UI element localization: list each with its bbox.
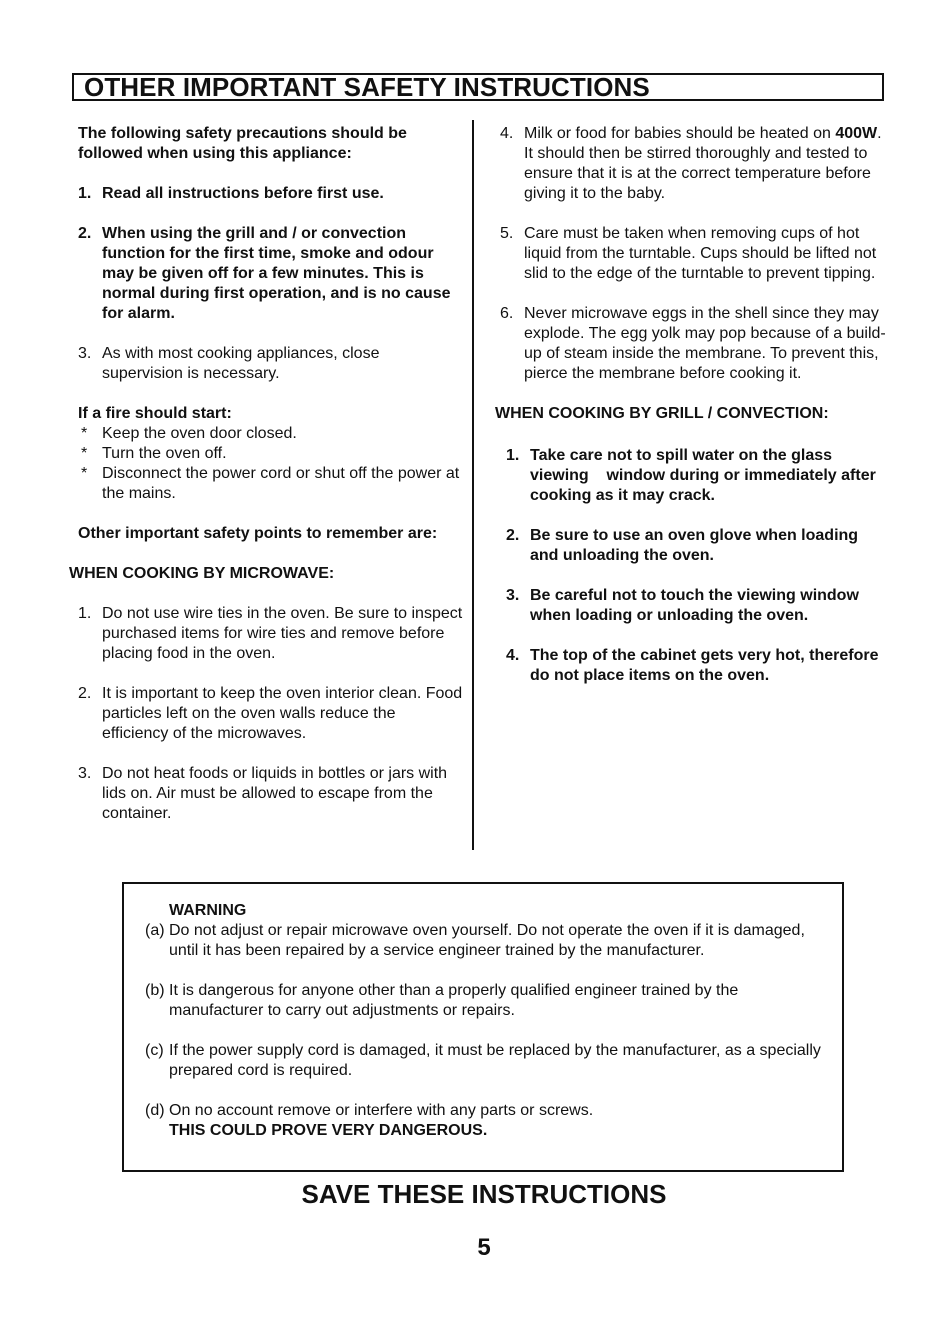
warning-item [145, 981, 835, 1021]
list-item [78, 224, 463, 324]
danger-emphasis: THIS COULD PROVE VERY DANGEROUS. [169, 1122, 488, 1139]
microwave-heading: WHEN COOKING BY MICROWAVE: [69, 565, 335, 582]
item-number: 1. [78, 605, 92, 622]
item-text: Read all instructions before first use. [102, 185, 384, 202]
item-text: Do not heat foods or liquids in bottles or jars with lids on. Air must be allowed to escape from the container. [102, 765, 448, 822]
item-number: 2. [78, 225, 92, 242]
item-number: 1. [506, 447, 520, 464]
item-number: 6. [500, 305, 514, 322]
item-text: . It should then be stirred thoroughly and tested to ensure that it is at the correct temperature before giving it to the baby. [524, 125, 882, 202]
item-text: The top of the cabinet gets very hot, therefore do not place items on the oven. [530, 647, 879, 684]
list-item [500, 224, 890, 284]
item-text: Be sure to use an oven glove when loading and unloading the oven. [530, 527, 859, 564]
warning-heading: WARNING [169, 902, 247, 919]
bullet-text: Keep the oven door closed. [102, 425, 297, 442]
item-text: Be careful not to touch the viewing window when loading or unloading the oven. [530, 587, 859, 624]
item-text: Do not adjust or repair microwave oven yourself. Do not operate the oven if it is damaged, until it has been repaired by a service engineer trained by the manufacturer. [169, 922, 805, 959]
item-text: If the power supply cord is damaged, it must be replaced by the manufacturer, as a specially prepared cord is required. [169, 1042, 821, 1079]
save-instructions-title: SAVE THESE INSTRUCTIONS [301, 1179, 667, 1209]
item-number: 4. [506, 647, 520, 664]
item-text: Milk or food for babies should be heated on [524, 125, 836, 142]
item-number: 3. [78, 765, 92, 782]
list-item [500, 304, 890, 384]
bullet-text: Disconnect the power cord or shut off the power at the mains. [102, 465, 460, 502]
item-number: (c) [145, 1042, 164, 1059]
fire-heading: If a fire should start: [78, 405, 232, 422]
list-item [78, 764, 463, 824]
item-number: 3. [506, 587, 520, 604]
warning-content [145, 901, 835, 1161]
bullet-mark: * [81, 465, 88, 482]
power-level: 400W [835, 125, 878, 142]
bullet-mark: * [81, 425, 88, 442]
left-column [69, 124, 463, 844]
list-item [78, 344, 463, 384]
bullet-item [78, 424, 463, 444]
item-text: It is dangerous for anyone other than a properly qualified engineer trained by the manufacturer to carry out adjustments or repairs. [169, 982, 739, 1019]
list-item [500, 124, 890, 204]
item-text: Care must be taken when removing cups of hot liquid from the turntable. Cups should be lifted not slid to the edge of the turntable to prevent tipping. [524, 225, 877, 282]
bullet-item [78, 464, 463, 504]
bullet-text: Turn the oven off. [102, 445, 227, 462]
right-column [495, 124, 890, 706]
list-item [78, 684, 463, 744]
item-number: (b) [145, 982, 165, 999]
item-number: 5. [500, 225, 514, 242]
list-item [78, 184, 463, 204]
item-text: On no account remove or interfere with any parts or screws. [169, 1102, 594, 1119]
bullet-item [78, 444, 463, 464]
list-item [506, 586, 890, 626]
item-number: 2. [506, 527, 520, 544]
other-points-heading: Other important safety points to remember are: [78, 525, 438, 542]
item-text: Never microwave eggs in the shell since they may explode. The egg yolk may pop because of a build-up of steam inside the membrane. To prevent this, pierce the membrane before cooking it. [524, 305, 886, 382]
list-item [78, 604, 463, 664]
bullet-mark: * [81, 445, 88, 462]
warning-item [145, 921, 835, 961]
item-text: Do not use wire ties in the oven. Be sure to inspect purchased items for wire ties and remove before placing food in the oven. [102, 605, 463, 662]
grill-heading: WHEN COOKING BY GRILL / CONVECTION: [495, 405, 829, 422]
item-number: 4. [500, 125, 514, 142]
item-text: Take care not to spill water on the glass viewing window during or immediately after cooking as it may crack. [530, 447, 881, 504]
list-item [506, 526, 890, 566]
item-number: 2. [78, 685, 92, 702]
page-number: 5 [477, 1234, 491, 1261]
list-item [506, 446, 890, 506]
item-text: When using the grill and / or convection function for the first time, smoke and odour may be given off for a few minutes. This is normal during first operation, and is no cause for alarm. [102, 225, 451, 322]
intro-text: The following safety precautions should be followed when using this appliance: [78, 125, 407, 162]
item-text: It is important to keep the oven interior clean. Food particles left on the oven walls reduce the efficiency of the microwaves. [102, 685, 463, 742]
page-title: OTHER IMPORTANT SAFETY INSTRUCTIONS [84, 72, 650, 102]
warning-item [145, 1041, 835, 1081]
item-text: As with most cooking appliances, close supervision is necessary. [102, 345, 380, 382]
item-number: (d) [145, 1102, 165, 1119]
item-number: (a) [145, 922, 165, 939]
item-number: 3. [78, 345, 92, 362]
warning-item [145, 1101, 835, 1141]
item-number: 1. [78, 185, 92, 202]
column-divider [472, 120, 474, 850]
list-item [506, 646, 890, 686]
